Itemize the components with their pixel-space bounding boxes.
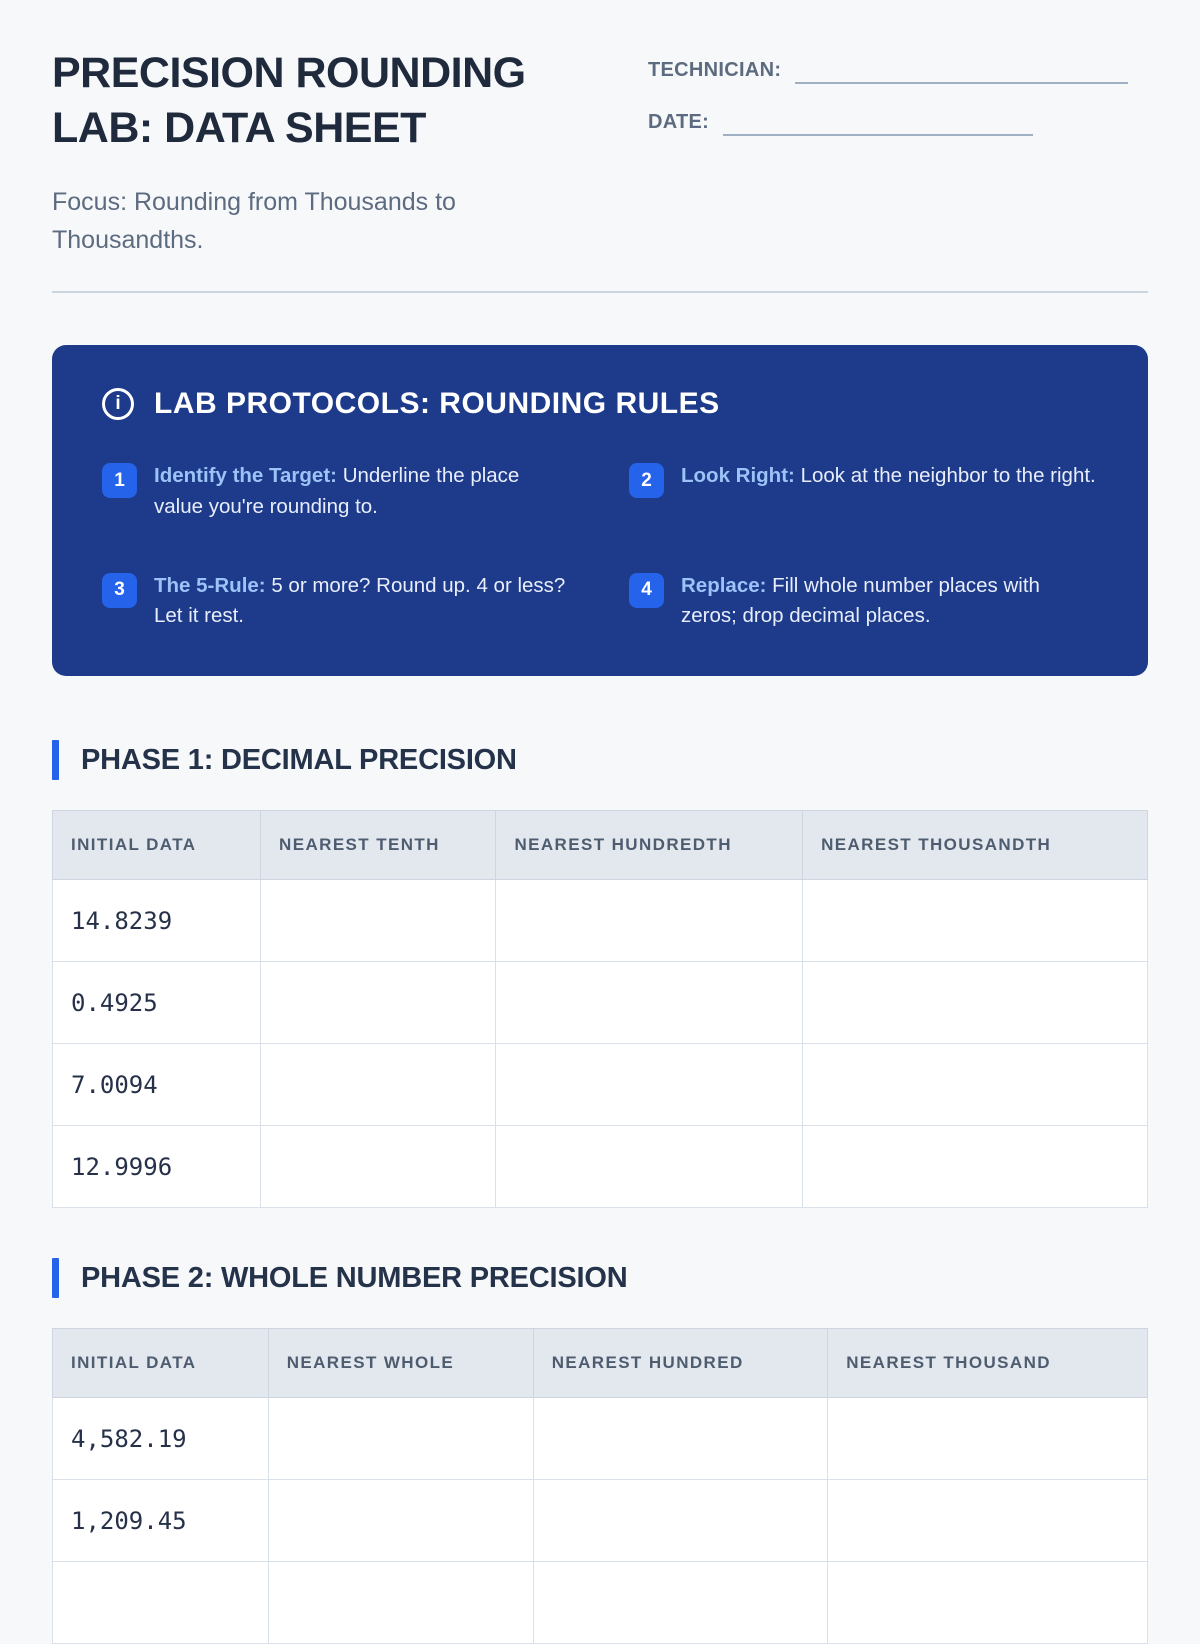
answer-cell [261, 1126, 496, 1208]
table-header-row [53, 811, 1148, 880]
answer-cell [268, 1398, 533, 1480]
initial-data-cell: 14.8239 [53, 880, 261, 962]
rule-item-4 [629, 571, 1098, 633]
answer-cell [496, 880, 803, 962]
page-subtitle: Focus: Rounding from Thousands to Thousandths. [52, 188, 456, 254]
answer-cell [268, 1562, 533, 1644]
section-accent-bar [52, 740, 59, 780]
table-row [53, 1126, 1148, 1208]
answer-cell [496, 1126, 803, 1208]
answer-cell [261, 1044, 496, 1126]
table-row [53, 1398, 1148, 1480]
technician-blank-line [795, 58, 1128, 84]
page-header [52, 0, 1148, 162]
rule-number-badge: 1 [102, 463, 137, 498]
column-header-nearest-tenth: NEAREST TENTH [261, 811, 496, 880]
answer-cell [803, 880, 1148, 962]
date-blank-line [723, 110, 1033, 136]
rule-item-3 [102, 571, 571, 633]
column-header-nearest-hundredth: NEAREST HUNDREDTH [496, 811, 803, 880]
rule-lead: Replace: [681, 573, 767, 597]
phase-1-heading [52, 740, 1148, 780]
rule-item-2 [629, 461, 1098, 523]
table-row [53, 962, 1148, 1044]
phase-2-title: PHASE 2: WHOLE NUMBER PRECISION [81, 1261, 628, 1294]
answer-cell [496, 1044, 803, 1126]
answer-cell [828, 1398, 1148, 1480]
phase-2-heading [52, 1258, 1148, 1298]
rule-lead: Identify the Target: [154, 464, 337, 487]
rule-number-badge: 2 [629, 463, 664, 498]
answer-cell [533, 1480, 828, 1562]
initial-data-cell: 4,582.19 [53, 1398, 269, 1480]
rule-text [681, 571, 1098, 633]
page-title: PRECISION ROUNDING LAB: DATA SHEET [52, 49, 526, 152]
rule-body: Look at the neighbor to the right. [794, 464, 1096, 487]
rule-body: Fill whole number places with zeros; drop decimal places. [681, 573, 1040, 628]
phase-1-table [52, 810, 1148, 1208]
initial-data-cell: 1,209.45 [53, 1480, 269, 1562]
header-fields [648, 46, 1148, 162]
table-row [53, 1044, 1148, 1126]
table-row [53, 1562, 1148, 1644]
rule-text [154, 461, 571, 523]
rule-item-1 [102, 461, 571, 523]
phase-1-section [52, 740, 1148, 1208]
answer-cell [261, 880, 496, 962]
initial-data-cell: 0.4925 [53, 962, 261, 1044]
phase-2-table [52, 1328, 1148, 1644]
answer-cell [828, 1562, 1148, 1644]
answer-cell [803, 1044, 1148, 1126]
column-header-nearest-hundred: NEAREST HUNDRED [533, 1329, 828, 1398]
column-header-nearest-thousandth: NEAREST THOUSANDTH [803, 811, 1148, 880]
technician-field [648, 58, 1148, 84]
info-icon: i [102, 388, 134, 420]
answer-cell [828, 1480, 1148, 1562]
answer-cell [261, 962, 496, 1044]
table-row [53, 880, 1148, 962]
column-header-nearest-whole: NEAREST WHOLE [268, 1329, 533, 1398]
phase-1-title: PHASE 1: DECIMAL PRECISION [81, 743, 517, 776]
column-header-nearest-thousand: NEAREST THOUSAND [828, 1329, 1148, 1398]
answer-cell [268, 1480, 533, 1562]
answer-cell [533, 1398, 828, 1480]
date-label: DATE: [648, 111, 710, 133]
technician-label: TECHNICIAN: [648, 59, 782, 81]
answer-cell [533, 1562, 828, 1644]
initial-data-cell: 12.9996 [53, 1126, 261, 1208]
rule-text [154, 571, 571, 633]
answer-cell [803, 962, 1148, 1044]
table-row [53, 1480, 1148, 1562]
rule-number-badge: 3 [102, 573, 137, 608]
rule-body: Underline the place value you're rounding to. [154, 464, 520, 518]
table-header-row [53, 1329, 1148, 1398]
protocols-header [102, 387, 1098, 421]
protocols-title: LAB PROTOCOLS: ROUNDING RULES [154, 387, 720, 420]
rule-lead: Look Right: [681, 464, 795, 487]
rules-grid [102, 461, 1098, 632]
initial-data-cell: 7.0094 [53, 1044, 261, 1126]
section-accent-bar [52, 1258, 59, 1298]
header-divider [52, 291, 1148, 293]
column-header-initial-data: INITIAL DATA [53, 1329, 269, 1398]
column-header-initial-data: INITIAL DATA [53, 811, 261, 880]
rule-text [681, 461, 1096, 492]
rule-lead: The 5-Rule: [154, 573, 266, 597]
date-field [648, 110, 1148, 136]
initial-data-cell [53, 1562, 269, 1644]
answer-cell [803, 1126, 1148, 1208]
protocols-panel [52, 345, 1148, 676]
rule-number-badge: 4 [629, 573, 664, 608]
phase-2-section [52, 1258, 1148, 1644]
rule-body: 5 or more? Round up. 4 or less? Let it rest. [154, 573, 566, 628]
answer-cell [496, 962, 803, 1044]
